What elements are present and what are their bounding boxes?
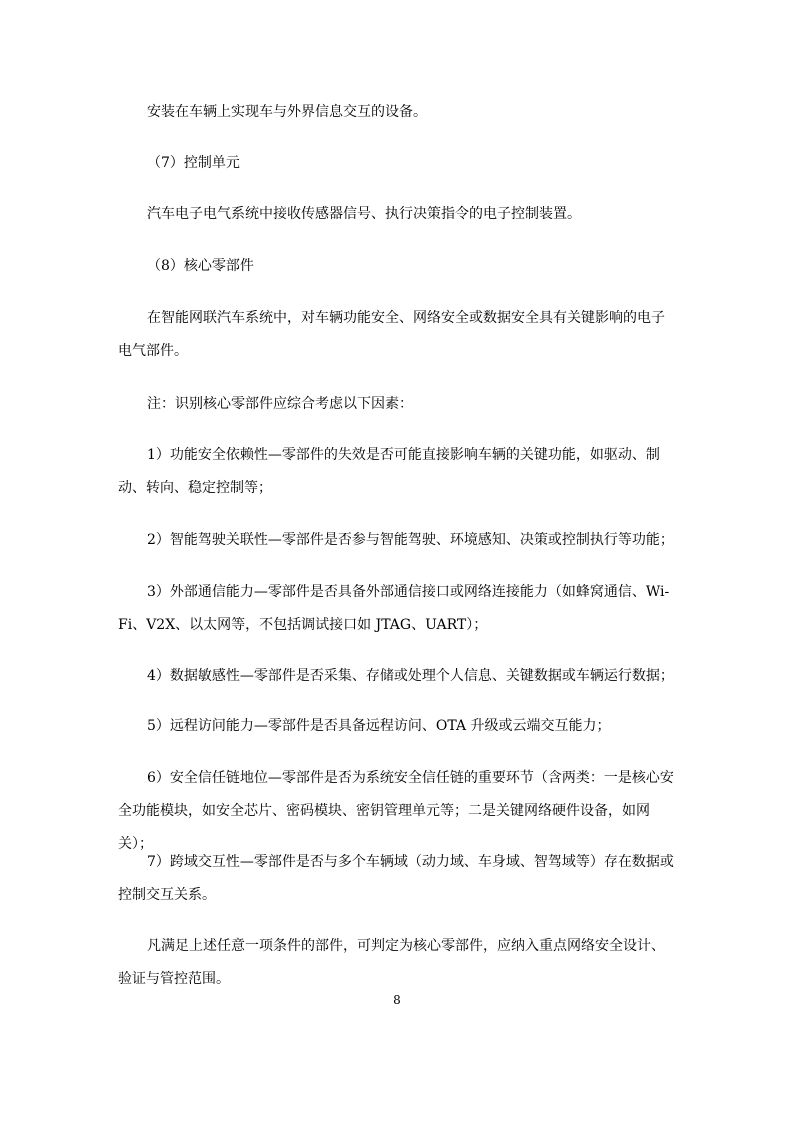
list-item-data-sensitivity: 4）数据敏感性—零部件是否采集、存储或处理个人信息、关键数据或车辆运行数据；	[147, 668, 674, 684]
list-item-functional-safety: 1）功能安全依赖性—零部件的失效是否可能直接影响车辆的关键功能，如驱动、制动、转向、稳定控制等；	[118, 447, 660, 496]
paragraph-core-component-definition: 在智能网联汽车系统中，对车辆功能安全、网络安全或数据安全具有关键影响的电子电气部件。	[118, 310, 665, 359]
paragraph-note: 注：识别核心零部件应综合考虑以下因素：	[147, 396, 413, 412]
list-item-trust-chain: 6）安全信任链地位—零部件是否为系统安全信任链的重要环节（含两类：一是核心安全功能模块，如安全芯片、密码模块、密钥管理单元等；二是关键网络硬件设备，如网关）；	[118, 770, 674, 852]
paragraph-device-definition: 安装在车辆上实现车与外界信息交互的设备。	[147, 104, 427, 120]
list-item-intelligent-driving: 2）智能驾驶关联性—零部件是否参与智能驾驶、环境感知、决策或控制执行等功能；	[147, 532, 674, 548]
list-item-remote-access: 5）远程访问能力—零部件是否具备远程访问、OTA 升级或云端交互能力；	[147, 718, 611, 734]
heading-core-component: （8）核心零部件	[147, 258, 254, 274]
paragraph-conclusion: 凡满足上述任意一项条件的部件，可判定为核心零部件，应纳入重点网络安全设计、验证与管控范围。	[118, 938, 665, 987]
page-number: 8	[393, 993, 401, 1007]
list-item-external-communication: 3）外部通信能力—零部件是否具备外部通信接口或网络连接能力（如蜂窝通信、Wi-Fi、V2X、以太网等，不包括调试接口如 JTAG、UART）；	[118, 584, 670, 633]
paragraph-control-unit-definition: 汽车电子电气系统中接收传感器信号、执行决策指令的电子控制装置。	[147, 206, 581, 222]
heading-control-unit: （7）控制单元	[147, 155, 240, 171]
list-item-cross-domain: 7）跨域交互性—零部件是否与多个车辆域（动力域、车身域、智驾域等）存在数据或控制交互关系。	[118, 854, 674, 903]
